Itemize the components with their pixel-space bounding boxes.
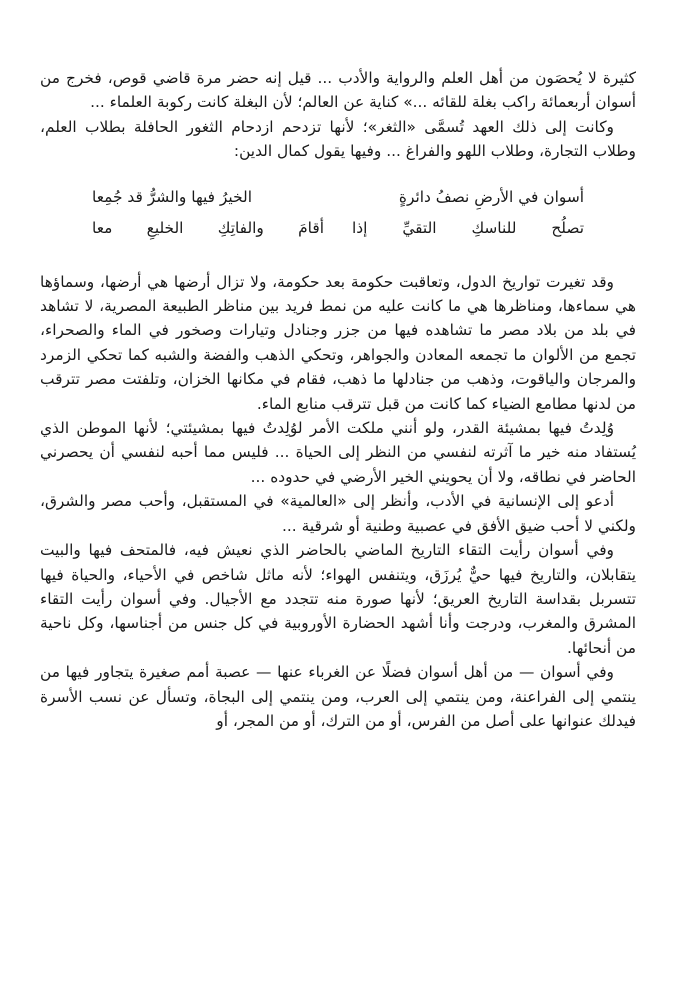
- paragraph: وفي أسوان رأيت التقاء التاريخ الماضي بالحاضر الذي نعيش فيه، فالمتحف فيها والبيت يتقابلان، والتاريخ فيها حيٌّ يُرزَق، ويتنفس الهواء؛ لأنه ماثل شاخص في الأحياء، والحياة فيها تتسربل بقداسة التاريخ العريق؛ لأنها صورة منه تتجدد مع الأجيال. وفي أسوان رأيت التقاء المشرق والمغرب، ودرجت وأنا أشهد الحضارة الأوروبية في كل جنس من أجناسها، وكل ناحية من أنحائها.: [40, 541, 636, 657]
- paragraph: وكانت إلى ذلك العهد تُسمَّى «الثغر»؛ لأنها تزدحم ازدحام الثغور الحافلة بطلاب العلم، وطلاب التجارة، وطلاب اللهو والفراغ ... وفيها يقول كمال الدين:: [40, 117, 636, 161]
- paragraph: وقد تغيرت تواريخ الدول، وتعاقبت حكومة بعد حكومة، ولا تزال أرضها هي أرضها، وسماؤها هي سماءها، ومناظرها هي ما كانت عليه من نمط فريد بين مناظر الطبيعة المصرية، لا تشاهد في بلد من بلاد مصر ما تشاهده فيها من جزر وجنادل وتيارات وصخور في الماء والصحراء، تجمع من الألوان ما تجمعه المعادن والجواهر، وتحكي الذهب والفضة والشبه كما تحكي الزمرد والمرجان والياقوت، وذهب من جنادلها ما ذهب، فقام في مكانها الخزان، وتلفتت مصر تترقب من لدنها مطامع الضياء كما كانت من قبل تترقب منابع الماء.: [40, 272, 636, 413]
- verse-line: [92, 182, 584, 213]
- paragraph: وُلِدتُ فيها بمشيئة القدر، ولو أنني ملكت الأمر لوُلِدتُ فيها بمشيئتي؛ لأنها الموطن الذي يُستفاد منه خير ما آثرته لنفسي من النظر إلى الحياة ... فليس مما أحبه لنفسي أن يحصرني الحاضر في نطاقه، ولا أن يحويني الخير الأرضي في حدوده ...: [40, 419, 636, 486]
- paragraph: كثيرة لا يُحصَون من أهل العلم والرواية والأدب ... قيل إنه حضر مرة قاضي قوص، فخرج من أسوان أربعمائة راكب بغلة للقائه ...» كناية عن العالم؛ لأن البغلة كانت ركوبة العلماء ...: [40, 69, 636, 112]
- paragraph: وفي أسوان — من أهل أسوان فضلًا عن الغرباء عنها — عصبة أمم صغيرة يتجاور فيها من ينتمي إلى الفراعنة، ومن ينتمي إلى العرب، ومن ينتمي إلى البجاة، وتسأل عن نسب الأسرة فيدلك عنوانها على أصل من الفرس، أو من الترك، أو من المجر، أو: [40, 663, 636, 730]
- poem: [40, 182, 636, 244]
- verse-first-hemistich: أسوان في الأرضِ نصفُ دائرةٍ: [398, 187, 584, 206]
- verse-first-hemistich: تصلُح للناسكِ التقيِّ إذا: [352, 218, 584, 237]
- verse-second-hemistich: الخيرُ فيها والشرُّ قد جُمِعا: [92, 187, 252, 206]
- verse-second-hemistich: أقامَ والفاتِكِ الخليعِ معا: [92, 218, 324, 237]
- paragraph: أدعو إلى الإنسانية في الأدب، وأنظر إلى «العالمية» في المستقبل، وأحب مصر والشرق، ولكني لا أحب ضيق الأفق في عصبية وطنية أو شرقية ...: [40, 492, 636, 535]
- verse-line: [92, 213, 584, 244]
